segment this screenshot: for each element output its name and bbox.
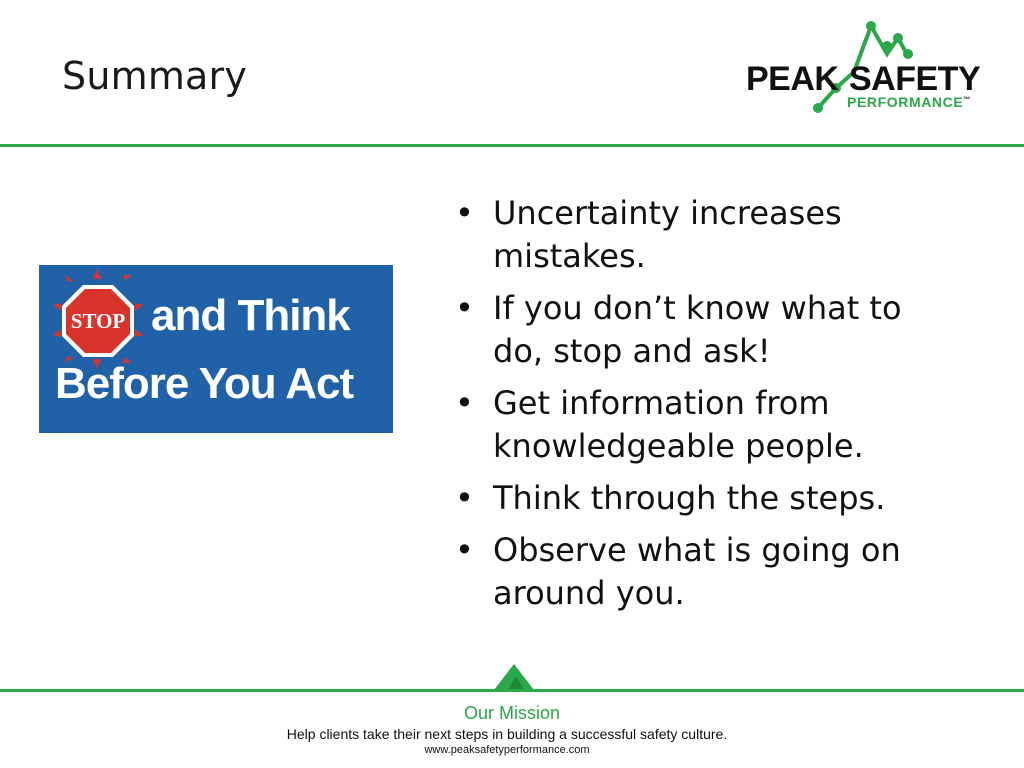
bullet-icon: • xyxy=(455,531,474,569)
list-item: • Uncertainty increases mistakes. xyxy=(455,194,842,275)
slide-title: Summary xyxy=(62,54,248,98)
footer-divider xyxy=(0,689,1024,692)
footer-mission-text: Help clients take their next steps in building a successful safety culture. xyxy=(286,726,728,742)
list-item: • If you don’t know what to do, stop and ask! xyxy=(455,289,902,370)
summary-bullet-list xyxy=(450,192,950,624)
mountain-icon xyxy=(494,662,534,692)
footer-url: www.peaksafetyperformance.com xyxy=(424,744,590,756)
bullet-icon: • xyxy=(455,289,474,327)
company-logo xyxy=(740,16,1000,126)
logo-word-safety: SAFETY xyxy=(849,60,981,98)
image-caption-line2: Before You Act xyxy=(55,359,354,408)
stop-and-think-image xyxy=(39,265,393,433)
bullet-icon: • xyxy=(455,194,474,232)
list-item: • Think through the steps. xyxy=(450,477,950,520)
list-item: • Get information from knowledgeable people. xyxy=(455,384,864,465)
bullet-icon: • xyxy=(455,384,474,422)
list-item: • Observe what is going on around you. xyxy=(455,531,901,612)
logo-word-peak: PEAK xyxy=(746,60,839,98)
footer-mission-title: Our Mission xyxy=(463,703,561,723)
svg-text:STOP: STOP xyxy=(70,309,126,333)
logo-word-performance: PERFORMANCE™ xyxy=(847,94,971,110)
image-caption-line1: and Think xyxy=(151,291,350,340)
bullet-icon: • xyxy=(455,479,474,517)
header-divider xyxy=(0,144,1024,147)
